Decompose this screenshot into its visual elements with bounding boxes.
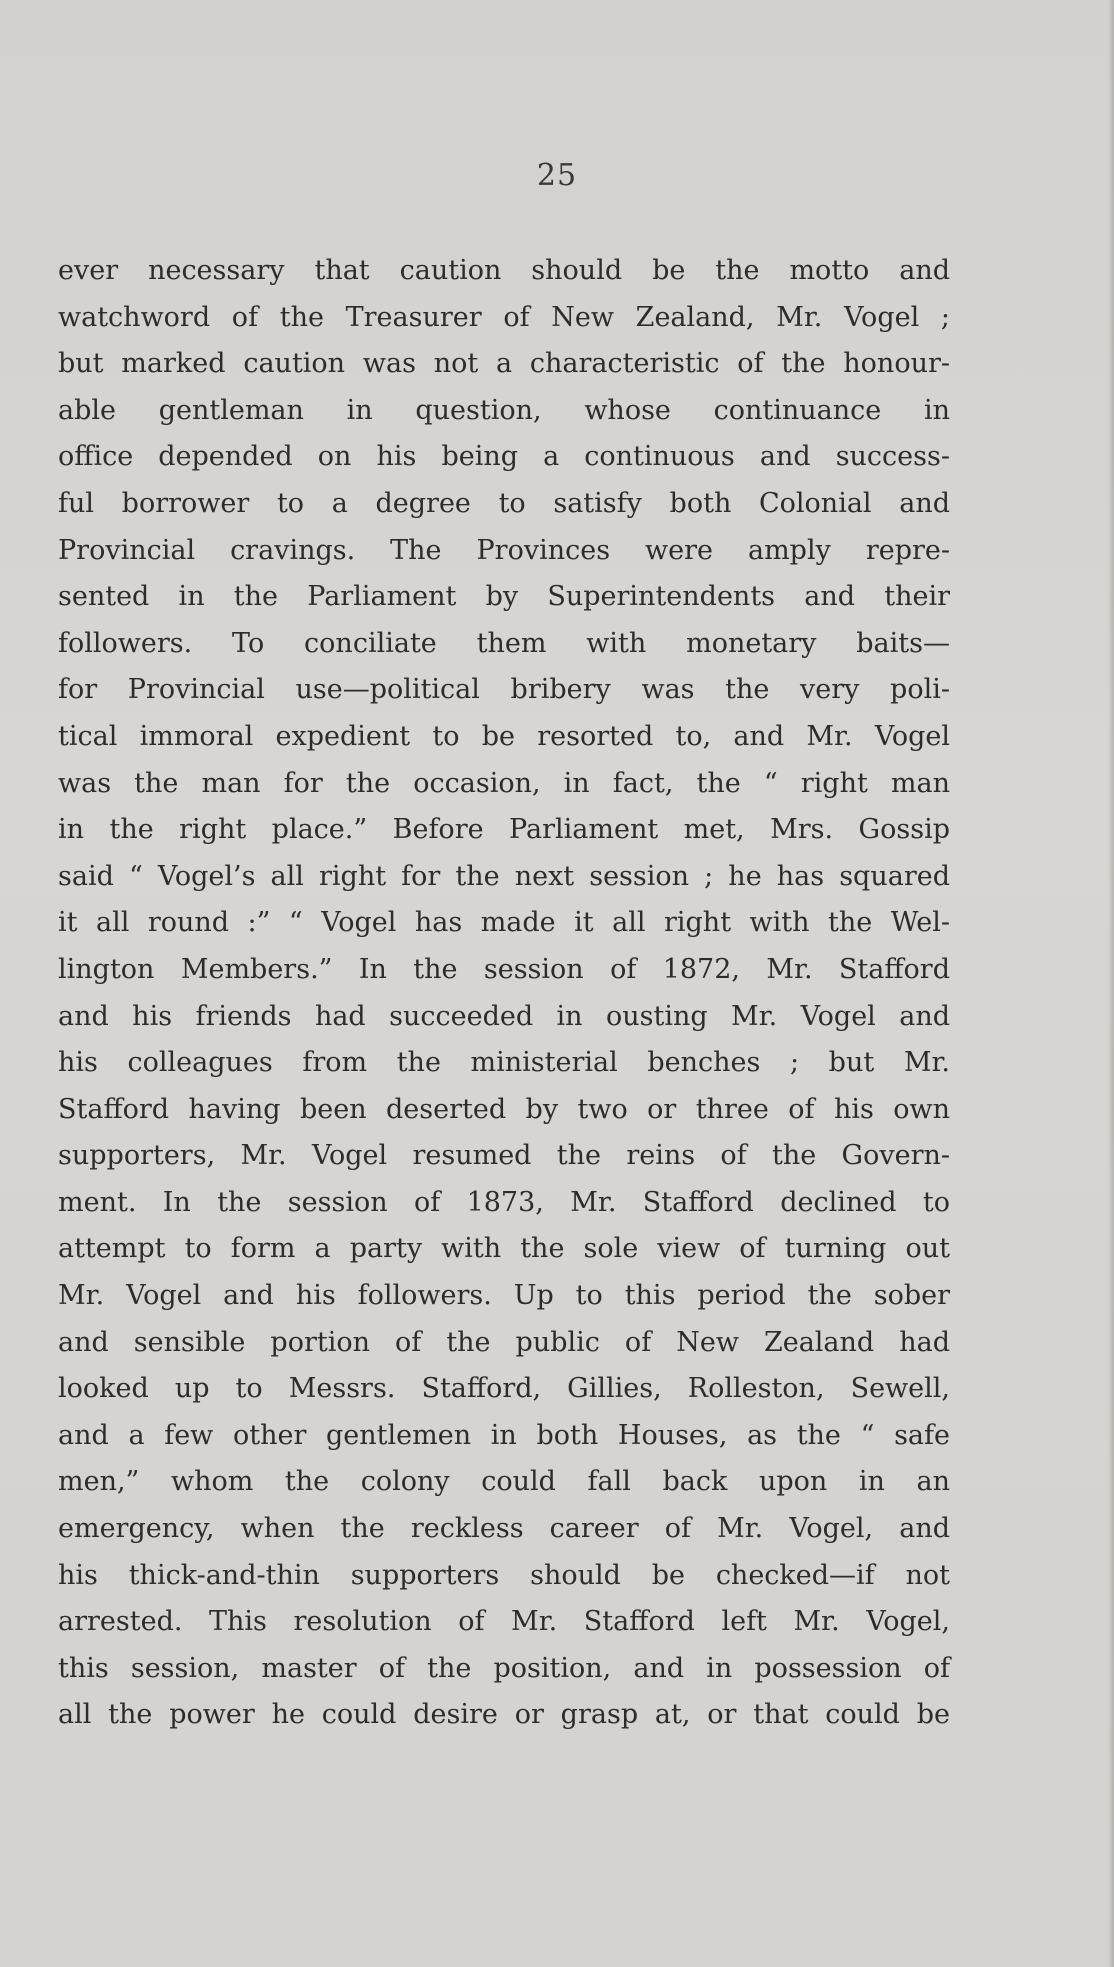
text-line: ful borrower to a degree to satisfy both Colonial and	[58, 487, 950, 519]
text-line: ment. In the session of 1873, Mr. Stafford declined to	[58, 1186, 950, 1218]
text-line: arrested. This resolution of Mr. Stafford left Mr. Vogel,	[58, 1606, 950, 1638]
text-line: ever necessary that caution should be the motto and	[58, 255, 950, 286]
text-line: sented in the Parliament by Superintendents and their	[58, 581, 950, 613]
text-line: Provincial cravings. The Provinces were amply repre-	[58, 534, 950, 566]
text-line: watchword of the Treasurer of New Zealand, Mr. Vogel ;	[58, 301, 950, 333]
text-line: able gentleman in question, whose continuance in	[58, 394, 950, 426]
text-line: lington Members.” In the session of 1872, Mr. Stafford	[58, 953, 950, 985]
text-line: followers. To conciliate them with monetary baits—	[58, 627, 950, 659]
text-line: office depended on his being a continuous and success-	[58, 441, 950, 473]
text-line: looked up to Messrs. Stafford, Gillies, Rolleston, Sewell,	[58, 1373, 950, 1405]
text-line: emergency, when the reckless career of Mr. Vogel, and	[58, 1513, 950, 1545]
body-text	[58, 248, 950, 1739]
text-line: tical immoral expedient to be resorted to, and Mr. Vogel	[58, 720, 950, 752]
text-line: Stafford having been deserted by two or three of his own	[58, 1093, 950, 1125]
page-number: 25	[536, 158, 578, 193]
text-line: his colleagues from the ministerial benches ; but Mr.	[58, 1047, 950, 1079]
text-line: but marked caution was not a characteristic of the honour-	[58, 348, 950, 380]
text-line: for Provincial use—political bribery was the very poli-	[58, 674, 950, 706]
text-line: this session, master of the position, and in possession of	[58, 1652, 950, 1684]
text-line: Mr. Vogel and his followers. Up to this period the sober	[58, 1280, 950, 1312]
text-line: and sensible portion of the public of New Zealand had	[58, 1326, 950, 1358]
text-line: men,” whom the colony could fall back upon in an	[58, 1466, 950, 1498]
text-line: in the right place.” Before Parliament met, Mrs. Gossip	[58, 814, 950, 846]
text-line: his thick-and-thin supporters should be checked—if not	[58, 1559, 950, 1591]
text-line: and his friends had succeeded in ousting Mr. Vogel and	[58, 1000, 950, 1032]
text-line: it all round :” “ Vogel has made it all right with the Wel-	[58, 907, 950, 939]
text-line: said “ Vogel’s all right for the next session ; he has squared	[58, 860, 950, 892]
text-line: was the man for the occasion, in fact, the “ right man	[58, 767, 950, 799]
text-line: attempt to form a party with the sole view of turning out	[58, 1233, 950, 1265]
text-line: supporters, Mr. Vogel resumed the reins of the Govern-	[58, 1140, 950, 1172]
text-line: and a few other gentlemen in both Houses, as the “ safe	[58, 1419, 950, 1451]
page-edge-shadow	[1108, 0, 1114, 1967]
text-line: all the power he could desire or grasp at, or that could be	[58, 1699, 950, 1731]
